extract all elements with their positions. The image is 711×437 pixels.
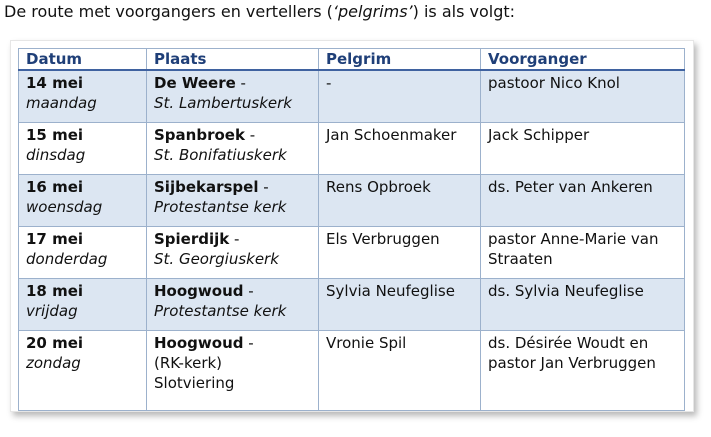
cell-voorganger [481,122,685,174]
voorganger-line: ds. Peter van Ankeren [488,177,653,196]
intro-before: De route met voorgangers en vertellers ( [4,2,333,21]
schedule-card [10,40,694,412]
voorganger-line: ds. Désirée Woudt en [488,333,649,352]
cell-plaats [147,278,319,330]
cell-datum [19,226,147,278]
place-separator: - [243,281,254,300]
table-row [19,226,685,278]
place-separator: - [229,229,240,248]
intro-after: ) is als volgt: [412,2,516,21]
place-separator: - [243,333,254,352]
table-row [19,174,685,226]
schedule-table [18,48,685,411]
header-voorganger: Voorganger [481,49,685,71]
church-name: Protestantse kerk [154,197,287,216]
date: 16 mei [26,177,84,196]
voorganger-line: pastor Jan Verbruggen [488,353,656,372]
weekday: dinsdag [26,145,86,164]
intro-text [4,2,515,22]
date: 18 mei [26,281,84,300]
date: 17 mei [26,229,84,248]
cell-voorganger [481,174,685,226]
cell-voorganger [481,226,685,278]
cell-pelgrim: Vronie Spil [319,330,481,410]
cell-datum [19,174,147,226]
header-pelgrim: Pelgrim [319,49,481,71]
church-name: St. Lambertuskerk [154,94,292,112]
voorganger-line: ds. Sylvia Neufeglise [488,281,644,300]
cell-pelgrim: Sylvia Neufeglise [319,278,481,330]
weekday: zondag [26,353,81,372]
header-datum: Datum [19,49,147,71]
church-name: Protestantse kerk [154,301,287,320]
service-note: Slotviering [154,373,235,392]
cell-datum [19,278,147,330]
cell-voorganger [481,70,685,122]
cell-plaats [147,330,319,410]
table-row [19,278,685,330]
cell-plaats [147,226,319,278]
date: 15 mei [26,125,84,144]
table-row [19,70,685,122]
voorganger-line: Jack Schipper [488,125,590,144]
voorganger-line: pastor Anne-Marie van [488,229,659,248]
place-separator: - [235,74,246,92]
place-name: Spanbroek [154,125,245,144]
cell-pelgrim: Jan Schoenmaker [319,122,481,174]
table-row [19,122,685,174]
church-name: St. Georgiuskerk [154,249,279,268]
cell-plaats [147,174,319,226]
table-row [19,330,685,410]
header-plaats: Plaats [147,49,319,71]
church-name: (RK-kerk) [154,353,223,372]
cell-pelgrim: Els Verbruggen [319,226,481,278]
cell-voorganger [481,330,685,410]
cell-plaats [147,122,319,174]
place-name: De Weere [154,74,236,92]
date: 14 mei [26,74,84,92]
date: 20 mei [26,333,84,352]
intro-italic: ‘pelgrims’ [332,2,413,21]
place-separator: - [258,177,269,196]
cell-datum [19,330,147,410]
cell-datum [19,70,147,122]
place-name: Hoogwoud [154,333,244,352]
voorganger-line: Straaten [488,249,553,268]
place-name: Spierdijk [154,229,230,248]
cell-pelgrim: Rens Opbroek [319,174,481,226]
place-separator: - [244,125,256,144]
cell-plaats [147,70,319,122]
weekday: maandag [26,94,97,112]
voorganger-line: pastoor Nico Knol [488,74,620,92]
weekday: donderdag [26,249,108,268]
weekday: woensdag [26,197,103,216]
place-name: Hoogwoud [154,281,244,300]
place-name: Sijbekarspel [154,177,259,196]
church-name: St. Bonifatiuskerk [154,145,287,164]
cell-datum [19,122,147,174]
header-row [19,49,685,71]
cell-voorganger [481,278,685,330]
cell-pelgrim: - [319,70,481,122]
weekday: vrijdag [26,301,78,320]
